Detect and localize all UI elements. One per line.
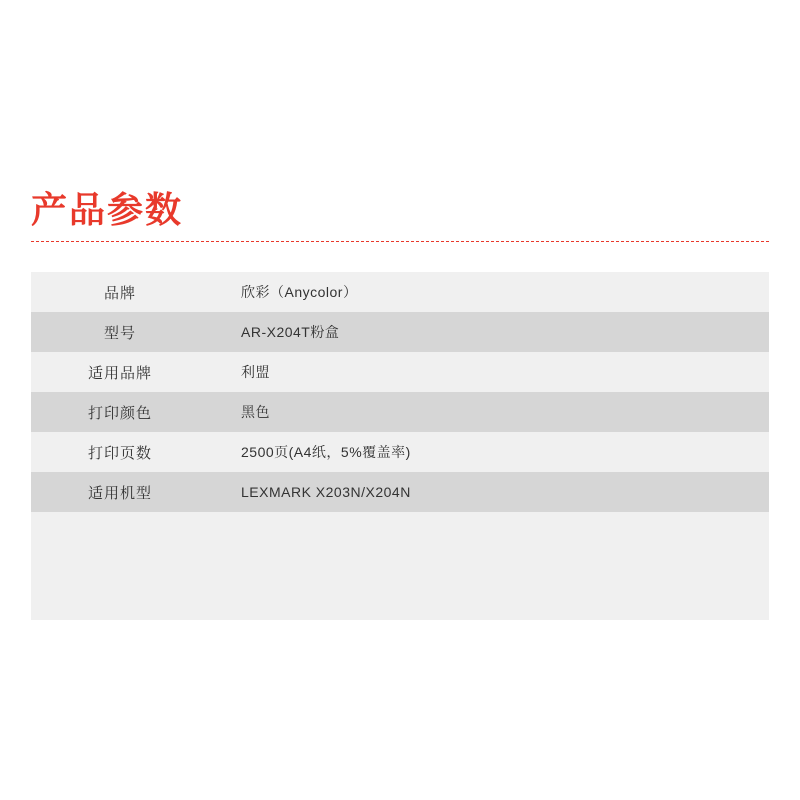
table-filler bbox=[31, 512, 769, 620]
spec-label: 打印颜色 bbox=[87, 404, 152, 422]
spec-label: 型号 bbox=[103, 324, 136, 342]
spec-value: 黑色 bbox=[241, 404, 270, 420]
spec-value: 欣彩（Anycolor） bbox=[241, 284, 358, 300]
spec-table bbox=[31, 272, 769, 620]
table-row bbox=[31, 432, 769, 472]
table-row bbox=[31, 312, 769, 352]
table-row bbox=[31, 352, 769, 392]
spec-value: 利盟 bbox=[241, 364, 270, 380]
table-row bbox=[31, 272, 769, 312]
title-divider bbox=[31, 241, 769, 242]
table-row bbox=[31, 392, 769, 432]
spec-label: 品牌 bbox=[103, 284, 136, 302]
spec-label: 适用品牌 bbox=[87, 364, 152, 382]
spec-value: AR-X204T粉盒 bbox=[241, 324, 340, 340]
spec-value: 2500页(A4纸，5%覆盖率) bbox=[241, 444, 411, 460]
spec-value: LEXMARK X203N/X204N bbox=[241, 484, 411, 500]
spec-label: 打印页数 bbox=[87, 444, 152, 462]
table-row bbox=[31, 472, 769, 512]
spec-label: 适用机型 bbox=[87, 484, 152, 502]
page-title: 产品参数 bbox=[31, 189, 184, 230]
